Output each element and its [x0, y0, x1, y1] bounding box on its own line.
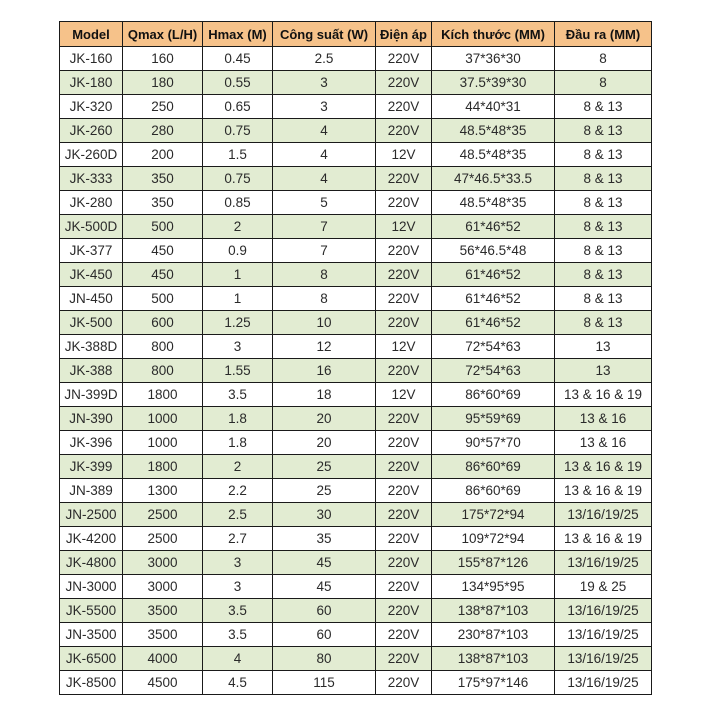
- table-row: [60, 335, 652, 359]
- cell-hmax: 1: [203, 263, 273, 287]
- cell-model: JK-8500: [60, 671, 123, 695]
- cell-voltage: 220V: [376, 95, 432, 119]
- cell-hmax: 0.85: [203, 191, 273, 215]
- table-row: [60, 455, 652, 479]
- cell-outlet: 13/16/19/25: [555, 671, 652, 695]
- cell-outlet: 8 & 13: [555, 215, 652, 239]
- table-row: [60, 359, 652, 383]
- table-row: [60, 623, 652, 647]
- cell-hmax: 3.5: [203, 599, 273, 623]
- cell-qmax: 3500: [123, 623, 203, 647]
- cell-voltage: 12V: [376, 335, 432, 359]
- table-row: [60, 479, 652, 503]
- cell-outlet: 8 & 13: [555, 119, 652, 143]
- cell-hmax: 3: [203, 335, 273, 359]
- cell-outlet: 13 & 16: [555, 431, 652, 455]
- cell-power: 45: [273, 551, 376, 575]
- cell-power: 5: [273, 191, 376, 215]
- cell-model: JN-3000: [60, 575, 123, 599]
- cell-model: JK-4800: [60, 551, 123, 575]
- cell-hmax: 0.55: [203, 71, 273, 95]
- cell-dimensions: 47*46.5*33.5: [432, 167, 555, 191]
- cell-model: JK-500: [60, 311, 123, 335]
- cell-qmax: 800: [123, 359, 203, 383]
- cell-dimensions: 61*46*52: [432, 215, 555, 239]
- cell-power: 16: [273, 359, 376, 383]
- table-row: [60, 647, 652, 671]
- cell-voltage: 220V: [376, 575, 432, 599]
- cell-voltage: 220V: [376, 407, 432, 431]
- cell-dimensions: 175*72*94: [432, 503, 555, 527]
- cell-dimensions: 86*60*69: [432, 479, 555, 503]
- cell-qmax: 1800: [123, 455, 203, 479]
- cell-hmax: 2: [203, 215, 273, 239]
- cell-power: 20: [273, 407, 376, 431]
- cell-dimensions: 61*46*52: [432, 263, 555, 287]
- cell-outlet: 8 & 13: [555, 191, 652, 215]
- cell-outlet: 13/16/19/25: [555, 599, 652, 623]
- cell-outlet: 8 & 13: [555, 95, 652, 119]
- cell-dimensions: 95*59*69: [432, 407, 555, 431]
- cell-hmax: 3: [203, 551, 273, 575]
- cell-power: 3: [273, 95, 376, 119]
- cell-hmax: 3.5: [203, 623, 273, 647]
- cell-power: 25: [273, 455, 376, 479]
- cell-power: 2.5: [273, 47, 376, 71]
- header-dimensions: Kích thước (MM): [432, 22, 555, 47]
- cell-hmax: 0.45: [203, 47, 273, 71]
- cell-outlet: 8: [555, 71, 652, 95]
- cell-dimensions: 86*60*69: [432, 455, 555, 479]
- cell-dimensions: 90*57*70: [432, 431, 555, 455]
- cell-model: JN-390: [60, 407, 123, 431]
- cell-hmax: 0.9: [203, 239, 273, 263]
- cell-hmax: 1.5: [203, 143, 273, 167]
- table-row: [60, 191, 652, 215]
- cell-power: 7: [273, 215, 376, 239]
- cell-power: 10: [273, 311, 376, 335]
- cell-hmax: 1.8: [203, 407, 273, 431]
- cell-outlet: 13/16/19/25: [555, 647, 652, 671]
- cell-voltage: 220V: [376, 71, 432, 95]
- table-row: [60, 431, 652, 455]
- table-row: [60, 95, 652, 119]
- cell-voltage: 220V: [376, 671, 432, 695]
- cell-hmax: 2.5: [203, 503, 273, 527]
- cell-hmax: 3.5: [203, 383, 273, 407]
- table-body: [60, 47, 652, 695]
- cell-qmax: 160: [123, 47, 203, 71]
- cell-dimensions: 230*87*103: [432, 623, 555, 647]
- cell-outlet: 8 & 13: [555, 287, 652, 311]
- cell-outlet: 8 & 13: [555, 263, 652, 287]
- cell-qmax: 500: [123, 287, 203, 311]
- cell-model: JK-180: [60, 71, 123, 95]
- cell-dimensions: 37*36*30: [432, 47, 555, 71]
- cell-outlet: 8: [555, 47, 652, 71]
- cell-power: 4: [273, 143, 376, 167]
- cell-model: JK-5500: [60, 599, 123, 623]
- cell-dimensions: 155*87*126: [432, 551, 555, 575]
- cell-hmax: 3: [203, 575, 273, 599]
- cell-voltage: 12V: [376, 215, 432, 239]
- header-row: [60, 22, 652, 47]
- cell-model: JN-450: [60, 287, 123, 311]
- spec-table-container: [59, 21, 652, 695]
- cell-voltage: 220V: [376, 503, 432, 527]
- cell-hmax: 4: [203, 647, 273, 671]
- cell-dimensions: 138*87*103: [432, 647, 555, 671]
- cell-hmax: 2.7: [203, 527, 273, 551]
- cell-outlet: 13/16/19/25: [555, 503, 652, 527]
- cell-hmax: 4.5: [203, 671, 273, 695]
- cell-qmax: 450: [123, 263, 203, 287]
- cell-qmax: 3500: [123, 599, 203, 623]
- cell-hmax: 2: [203, 455, 273, 479]
- cell-power: 3: [273, 71, 376, 95]
- cell-hmax: 1.55: [203, 359, 273, 383]
- cell-model: JK-260D: [60, 143, 123, 167]
- cell-qmax: 4000: [123, 647, 203, 671]
- cell-qmax: 450: [123, 239, 203, 263]
- cell-dimensions: 37.5*39*30: [432, 71, 555, 95]
- cell-voltage: 220V: [376, 551, 432, 575]
- cell-voltage: 220V: [376, 623, 432, 647]
- cell-voltage: 220V: [376, 263, 432, 287]
- cell-model: JN-2500: [60, 503, 123, 527]
- cell-qmax: 250: [123, 95, 203, 119]
- cell-hmax: 1: [203, 287, 273, 311]
- cell-model: JK-160: [60, 47, 123, 71]
- cell-power: 4: [273, 119, 376, 143]
- cell-power: 35: [273, 527, 376, 551]
- cell-qmax: 350: [123, 191, 203, 215]
- cell-power: 45: [273, 575, 376, 599]
- cell-outlet: 19 & 25: [555, 575, 652, 599]
- table-row: [60, 215, 652, 239]
- cell-power: 20: [273, 431, 376, 455]
- table-row: [60, 311, 652, 335]
- cell-qmax: 1800: [123, 383, 203, 407]
- cell-power: 115: [273, 671, 376, 695]
- table-row: [60, 551, 652, 575]
- cell-dimensions: 72*54*63: [432, 335, 555, 359]
- cell-qmax: 1000: [123, 431, 203, 455]
- table-row: [60, 671, 652, 695]
- cell-voltage: 220V: [376, 431, 432, 455]
- cell-voltage: 220V: [376, 191, 432, 215]
- cell-qmax: 800: [123, 335, 203, 359]
- cell-model: JN-399D: [60, 383, 123, 407]
- cell-voltage: 220V: [376, 47, 432, 71]
- table-row: [60, 263, 652, 287]
- cell-model: JK-377: [60, 239, 123, 263]
- cell-outlet: 8 & 13: [555, 311, 652, 335]
- cell-dimensions: 61*46*52: [432, 287, 555, 311]
- cell-model: JK-388: [60, 359, 123, 383]
- cell-hmax: 2.2: [203, 479, 273, 503]
- cell-voltage: 220V: [376, 239, 432, 263]
- table-row: [60, 167, 652, 191]
- cell-outlet: 13 & 16 & 19: [555, 383, 652, 407]
- cell-dimensions: 48.5*48*35: [432, 191, 555, 215]
- cell-dimensions: 61*46*52: [432, 311, 555, 335]
- cell-model: JK-280: [60, 191, 123, 215]
- cell-hmax: 0.75: [203, 119, 273, 143]
- cell-dimensions: 44*40*31: [432, 95, 555, 119]
- table-row: [60, 119, 652, 143]
- cell-dimensions: 86*60*69: [432, 383, 555, 407]
- cell-qmax: 2500: [123, 503, 203, 527]
- cell-dimensions: 56*46.5*48: [432, 239, 555, 263]
- cell-qmax: 500: [123, 215, 203, 239]
- cell-power: 4: [273, 167, 376, 191]
- cell-qmax: 2500: [123, 527, 203, 551]
- cell-hmax: 1.8: [203, 431, 273, 455]
- table-row: [60, 527, 652, 551]
- cell-model: JK-320: [60, 95, 123, 119]
- cell-power: 25: [273, 479, 376, 503]
- cell-power: 7: [273, 239, 376, 263]
- cell-power: 60: [273, 599, 376, 623]
- cell-model: JK-450: [60, 263, 123, 287]
- cell-voltage: 220V: [376, 479, 432, 503]
- table-row: [60, 383, 652, 407]
- cell-voltage: 220V: [376, 527, 432, 551]
- cell-outlet: 13 & 16 & 19: [555, 455, 652, 479]
- header-model: Model: [60, 22, 123, 47]
- table-row: [60, 287, 652, 311]
- header-power: Công suất (W): [273, 22, 376, 47]
- cell-model: JK-6500: [60, 647, 123, 671]
- cell-power: 12: [273, 335, 376, 359]
- header-voltage: Điện áp: [376, 22, 432, 47]
- cell-dimensions: 48.5*48*35: [432, 119, 555, 143]
- cell-model: JK-4200: [60, 527, 123, 551]
- cell-qmax: 3000: [123, 551, 203, 575]
- cell-voltage: 220V: [376, 359, 432, 383]
- cell-power: 8: [273, 287, 376, 311]
- cell-dimensions: 48.5*48*35: [432, 143, 555, 167]
- cell-qmax: 280: [123, 119, 203, 143]
- table-row: [60, 71, 652, 95]
- cell-qmax: 1300: [123, 479, 203, 503]
- cell-qmax: 350: [123, 167, 203, 191]
- cell-voltage: 220V: [376, 287, 432, 311]
- cell-outlet: 13 & 16: [555, 407, 652, 431]
- cell-power: 18: [273, 383, 376, 407]
- cell-model: JK-333: [60, 167, 123, 191]
- cell-outlet: 8 & 13: [555, 143, 652, 167]
- cell-qmax: 180: [123, 71, 203, 95]
- cell-model: JK-399: [60, 455, 123, 479]
- cell-hmax: 0.65: [203, 95, 273, 119]
- cell-dimensions: 134*95*95: [432, 575, 555, 599]
- cell-voltage: 220V: [376, 599, 432, 623]
- cell-power: 60: [273, 623, 376, 647]
- cell-qmax: 200: [123, 143, 203, 167]
- cell-voltage: 220V: [376, 167, 432, 191]
- cell-dimensions: 109*72*94: [432, 527, 555, 551]
- cell-power: 8: [273, 263, 376, 287]
- cell-dimensions: 175*97*146: [432, 671, 555, 695]
- header-outlet: Đầu ra (MM): [555, 22, 652, 47]
- cell-qmax: 3000: [123, 575, 203, 599]
- cell-model: JK-396: [60, 431, 123, 455]
- cell-model: JK-388D: [60, 335, 123, 359]
- cell-voltage: 220V: [376, 455, 432, 479]
- cell-qmax: 4500: [123, 671, 203, 695]
- header-hmax: Hmax (M): [203, 22, 273, 47]
- cell-qmax: 1000: [123, 407, 203, 431]
- table-row: [60, 407, 652, 431]
- cell-model: JN-389: [60, 479, 123, 503]
- cell-voltage: 220V: [376, 647, 432, 671]
- table-row: [60, 143, 652, 167]
- cell-outlet: 8 & 13: [555, 239, 652, 263]
- cell-outlet: 13/16/19/25: [555, 623, 652, 647]
- table-row: [60, 599, 652, 623]
- cell-power: 80: [273, 647, 376, 671]
- cell-voltage: 220V: [376, 311, 432, 335]
- cell-dimensions: 138*87*103: [432, 599, 555, 623]
- header-qmax: Qmax (L/H): [123, 22, 203, 47]
- cell-dimensions: 72*54*63: [432, 359, 555, 383]
- cell-power: 30: [273, 503, 376, 527]
- table-row: [60, 47, 652, 71]
- table-row: [60, 503, 652, 527]
- pump-spec-table: [59, 21, 652, 695]
- cell-model: JK-260: [60, 119, 123, 143]
- cell-voltage: 220V: [376, 119, 432, 143]
- cell-outlet: 8 & 13: [555, 167, 652, 191]
- cell-voltage: 12V: [376, 143, 432, 167]
- cell-outlet: 13/16/19/25: [555, 551, 652, 575]
- cell-outlet: 13: [555, 359, 652, 383]
- cell-hmax: 0.75: [203, 167, 273, 191]
- cell-outlet: 13: [555, 335, 652, 359]
- cell-outlet: 13 & 16 & 19: [555, 527, 652, 551]
- cell-qmax: 600: [123, 311, 203, 335]
- table-row: [60, 575, 652, 599]
- cell-hmax: 1.25: [203, 311, 273, 335]
- cell-voltage: 12V: [376, 383, 432, 407]
- table-row: [60, 239, 652, 263]
- table-header: [60, 22, 652, 47]
- cell-model: JK-500D: [60, 215, 123, 239]
- cell-model: JN-3500: [60, 623, 123, 647]
- cell-outlet: 13 & 16 & 19: [555, 479, 652, 503]
